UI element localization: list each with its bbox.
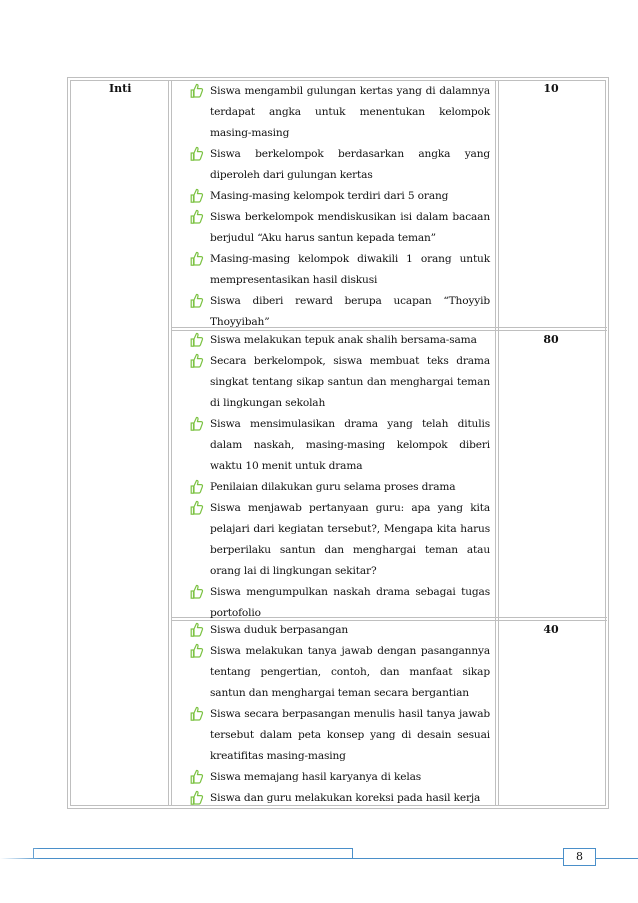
list-item [190,582,490,624]
list-item-text: Siswa mengambil gulungan kertas yang di dalamnya terdapat angka untuk menentukan kelompok masing-masing [210,85,490,139]
thumbs-up-icon [190,293,204,309]
list-item-text: Siswa mengumpulkan naskah drama sebagai tugas portofolio [210,586,490,619]
list-item [190,704,490,767]
list-item-text: Siswa berkelompok mendiskusikan isi dalam bacaan berjudul “Aku harus santun kepada teman” [210,211,490,244]
column-divider [495,80,496,806]
list-item [190,144,490,186]
list-item-text: Siswa duduk berpasangan [210,624,349,636]
list-item-text: Siswa mensimulasikan drama yang telah ditulis dalam naskah, masing-masing kelompok diberi waktu 10 menit untuk drama [210,418,490,472]
footer-fade [0,848,40,859]
list-item-text: Siswa menjawab pertanyaan guru: apa yang kita pelajari dari kegiatan tersebut?, Mengapa kita harus berperilaku santun dan menghargai teman atau orang lai di lingkungan sekitar? [210,502,490,577]
thumbs-up-icon [190,790,204,806]
thumbs-up-icon [190,416,204,432]
list-item-text: Siswa diberi reward berupa ucapan “Thoyyib Thoyyibah” [210,295,490,328]
list-item-text: Masing-masing kelompok terdiri dari 5 orang [210,190,449,202]
list-item-text: Siswa secara berpasangan menulis hasil tanya jawab tersebut dalam peta konsep yang di desain sesuai kreatifitas masing-masing [210,708,490,762]
list-item [190,291,490,333]
column-divider [498,80,499,806]
page-number: 8 [563,848,596,866]
list-item [190,207,490,249]
list-item-text: Masing-masing kelompok diwakili 1 orang untuk mempresentasikan hasil diskusi [210,253,490,286]
activity-list [190,620,490,809]
section-score: 80 [543,333,559,346]
column-divider [171,80,172,806]
footer-tab [33,848,353,858]
thumbs-up-icon [190,251,204,267]
section-score: 40 [543,623,559,636]
thumbs-up-icon [190,146,204,162]
phase-label: Inti [109,82,132,95]
list-item [190,620,490,641]
activity-list [190,81,490,333]
list-item [190,477,490,498]
thumbs-up-icon [190,769,204,785]
footer-rule [0,858,638,859]
thumbs-up-icon [190,479,204,495]
section-score: 10 [543,82,559,95]
thumbs-up-icon [190,584,204,600]
list-item [190,81,490,144]
thumbs-up-icon [190,83,204,99]
thumbs-up-icon [190,500,204,516]
thumbs-up-icon [190,643,204,659]
list-item-text: Siswa melakukan tanya jawab dengan pasangannya tentang pengertian, contoh, dan manfaat sikap santun dan menghargai teman secara bergantian [210,645,490,699]
activity-list [190,330,490,624]
list-item [190,641,490,704]
list-item-text: Penilaian dilakukan guru selama proses drama [210,481,456,493]
thumbs-up-icon [190,706,204,722]
list-item [190,414,490,477]
list-item [190,249,490,291]
list-item [190,788,490,809]
thumbs-up-icon [190,188,204,204]
list-item [190,186,490,207]
list-item [190,351,490,414]
list-item-text: Secara berkelompok, siswa membuat teks drama singkat tentang sikap santun dan menghargai teman di lingkungan sekolah [210,355,490,409]
thumbs-up-icon [190,209,204,225]
column-divider [168,80,169,806]
thumbs-up-icon [190,622,204,638]
list-item-text: Siswa dan guru melakukan koreksi pada hasil kerja [210,792,481,804]
list-item-text: Siswa berkelompok berdasarkan angka yang diperoleh dari gulungan kertas [210,148,490,181]
list-item [190,767,490,788]
list-item [190,330,490,351]
thumbs-up-icon [190,353,204,369]
list-item-text: Siswa melakukan tepuk anak shalih bersama-sama [210,334,477,346]
list-item [190,498,490,582]
thumbs-up-icon [190,332,204,348]
list-item-text: Siswa memajang hasil karyanya di kelas [210,771,422,783]
